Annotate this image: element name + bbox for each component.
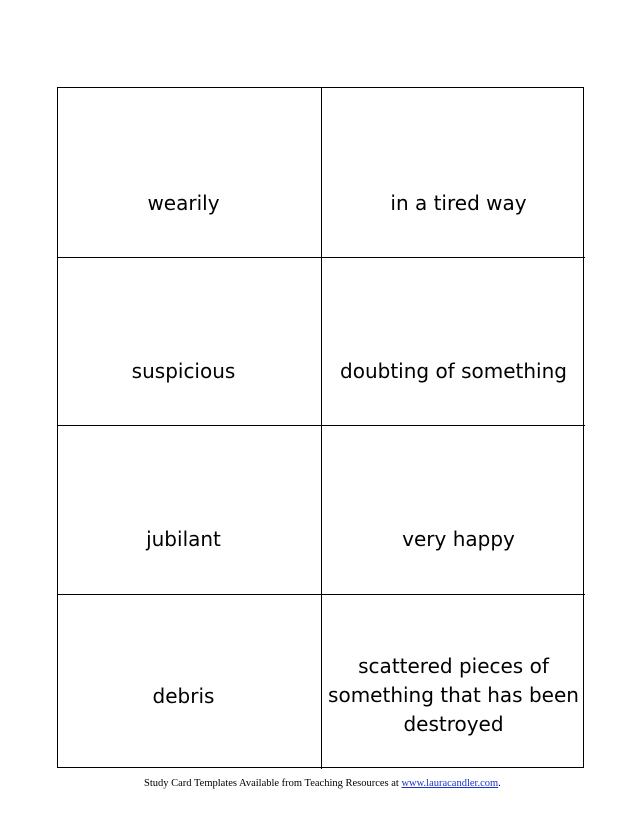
definition-text: in a tired way [390, 191, 527, 215]
term-text: suspicious [131, 359, 236, 383]
card-definition-4 [322, 595, 585, 769]
definition-text: very happy [402, 527, 515, 551]
definition-text: scattered pieces of something that has been destroyed [328, 654, 579, 736]
term-text: wearily [147, 191, 220, 215]
card-definition-3 [322, 426, 585, 595]
card-term-3 [58, 426, 322, 595]
card-term-2 [58, 258, 322, 426]
footer-suffix: . [498, 778, 501, 789]
term-text: debris [152, 684, 215, 708]
card-term-1 [58, 88, 322, 258]
card-definition-2 [322, 258, 585, 426]
card-definition-1 [322, 88, 585, 258]
definition-text: doubting of something [340, 359, 567, 383]
card-term-4 [58, 595, 322, 769]
footer-credit [144, 778, 501, 789]
footer-link[interactable]: www.lauracandler.com [401, 778, 499, 789]
study-card-grid [57, 87, 584, 768]
footer-text: Study Card Templates Available from Teaching Resources at [144, 778, 402, 789]
term-text: jubilant [146, 527, 221, 551]
